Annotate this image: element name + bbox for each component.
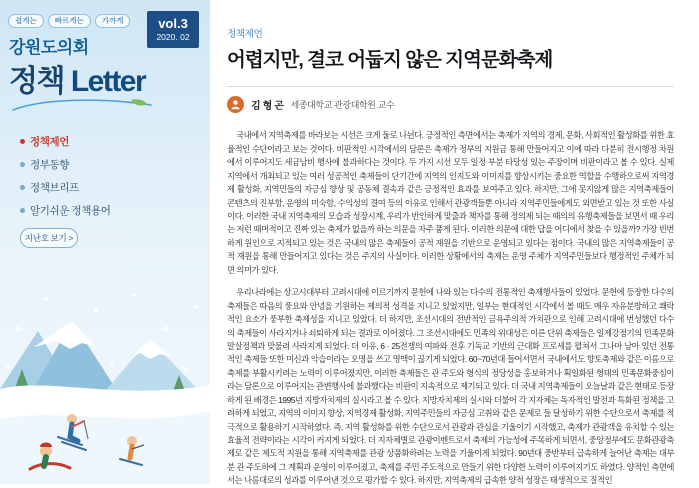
sidebar-brand-title-en: Letter <box>70 65 146 98</box>
article-pane <box>210 0 699 484</box>
volume-badge <box>147 11 199 48</box>
sidebar-badge-group <box>8 14 130 28</box>
sidebar-header <box>0 0 210 128</box>
author-name: 김 형 곤 <box>251 101 284 113</box>
sidebar-item-label: 정책브리프 <box>30 182 79 194</box>
bullet-icon <box>20 185 25 190</box>
sidebar-item-label: 정부동향 <box>30 159 69 171</box>
author-affiliation: 세종대학교 관광대학원 교수 <box>290 100 395 111</box>
bullet-icon <box>20 208 25 213</box>
page-title: 어렵지만, 결코 어둡지 않은 지역문화축제 <box>227 49 553 71</box>
sidebar-council-title: 강원도의회 <box>9 38 89 57</box>
previous-issue-button[interactable]: 지난호 보기 > <box>20 228 78 248</box>
sidebar-nav <box>0 130 210 222</box>
bullet-icon <box>20 139 25 144</box>
divider <box>227 86 674 87</box>
article-paragraph: 우리나라에는 상고시대부터 고려시대에 이르기까지 문헌에 나와 있는 다수의 전통적인 축제행사들이 있었다. 문헌에 등장한 다수의 축제들은 따음의 풍요와 안녕을 기원하는 제의적 성격을 지니고 있었지만, 일부는 현대적인 시각에서 볼 때도 매우 자유분방하고 쾌락적인 요소가 풍부한 축제성을 지니고 있었다. 더 하지만, 조선시대의 전반적인 금욕주의적 가치관으로 인해 고려시대에 번성했던 다수의 축제들이 사라지거나 쇠퇴하게 되는 결과로 이어졌다. 그 조선시대에도 민족의 위대성은 이른 단위 축제들은 일제강점기의 민족문화말살정책과 맞물려 사라지게 되었다. 더 이유, 6 · 25전쟁의 여파와 전후 기독교 기반의 근대화 프로세를 펼쳐서 그나마 남아 있던 전통적인 축제들 또한 미신과 악습이라는 오명을 쓰고 명맥이 끊기게 되었다. 60~70년대 들어서면서 국내에서도 향토축제와 같은 이름으로 축제를 부활시키려는 노력이 이루어졌지만, 이러한 축제들은 관 주도와 형식의 정당성을 홍보하거나 획일화된 형태의 민족문화중심이라는 담론으로 이루어지는 관변행사에 불과했다는 비판이 지속적으로 제기되고 있다. 더 국내 지역축제들이 오늘날과 같은 현태로 등장하게 된 배경은 1995년 지방자치제의 실시라고 볼 수 있다. 지방자치제의 실시와 더불어 각 지자체는 독자적인 발전과 특화된 정책을 고려하게 되었고, 지역의 이미지 향상, 지역경제 활성화, 지역주민들의 자긍심 고취와 같은 문제로 들 달성하기 위한 수단으로서 축제를 적극적으로 활용하기 시작하였다. 즉, 지역 활성화를 위한 수단으로서 관광과 관심을 기울이기 시작했고, 축제가 관광객을 유치할 수 있는 효율적 전략이라는 시각이 커지게 되었다. 더 지자체별로 관광이벤트로서 축제의 가능성에 주목하게 되면서, 중앙정부에도 문화관광축제로 같은 제도적 지원을 통해 지역축제를 관광 상품화하려는 노력을 기울이게 되었다. 90년대 중반부터 급속하게 늘어난 축제는 대부분 관 주도하에 그 계획과 운영이 이루어졌고, 축제를 주민 주도적으로 만들기 위한 다양한 노력이 이루어지기도 하였다. 양적인 측면에서는 나름대로의 성과를 이루어낸 것으로 평가할 수 있다. 하지만, 지역축제의 급속한 양적 성장은 태생적으로 질적인 <box>227 287 674 486</box>
volume-number: vol.3 <box>158 16 188 31</box>
sidebar-brand-title-kr: 정책 <box>9 65 64 98</box>
sidebar-item-government-trends[interactable] <box>0 153 210 176</box>
sidebar <box>0 0 210 484</box>
bullet-icon <box>20 162 25 167</box>
winter-illustration <box>0 269 210 484</box>
person-icon <box>230 99 241 110</box>
sidebar-item-policy-glossary[interactable] <box>0 199 210 222</box>
volume-date: 2020. 02 <box>156 32 190 43</box>
sidebar-item-label: 정책제언 <box>30 136 69 148</box>
avatar <box>227 96 244 113</box>
sidebar-badge-1: 쉽게는 <box>8 14 44 28</box>
swoosh-decoration <box>11 96 156 116</box>
sidebar-brand-title <box>9 56 145 100</box>
byline <box>227 96 677 113</box>
sidebar-item-label: 알기쉬운 정책용어 <box>30 205 111 217</box>
sidebar-badge-2: 빠르게는 <box>48 14 91 28</box>
sidebar-badge-3: 가까게 <box>95 14 131 28</box>
sidebar-item-policy-brief[interactable] <box>0 176 210 199</box>
article-paragraph: 국내에서 지역축제를 바라보는 시선은 크게 둘로 나뉜다. 긍정적인 측면에서는 축제가 지역의 경제, 문화, 사회적인 활성화를 위한 효율적인 수단이라고 보는 것이다. 비판적인 시각에서의 담론은 축제가 정부의 지원금 통해 만들어지고 이에 따라 다분히 전시행정 차원에서 이루어지도 세금남비 행사에 불과하다는 것이다. 두 가지 시선 모두 일정 부분 타당성 있는 주장이며 비판이라고 볼 수 있다. 실제 지역에서 개최되고 있는 여러 성공적인 축제들이 단기간에 지역의 인지도와 이미지를 향상시키는 중요한 역할을 수행하으로써 지역경제 활성화, 지역민들의 자긍심 향상 및 공동체 결속과 같은 긍정적인 효과를 보여주고 있다. 하지만, 그에 못지않게 많은 지역축제들이 콘텐츠의 진부함, 운영의 미숙함, 수익성의 결여 등의 이유로 인해서 관광객들뿐 아니라 지역주민들에게도 외면받고 있는 것 또한 사실이다. 이러한 국내 지역축제의 모습과 성장시계, 우리가 반인하게 맞출과 책자를 통해 정의제 되는 때의의 유행축제들을 보면서 때 우리는 저런 때머적이고 진짜 있는 축제가 없을까 하는 의문을 자주 품게 된다. 이러한 의문에 대한 답을 어디에서 찾을 수 있을까? 가장 빈번하게 원인으로 지적되고 있는 것은 국내의 많은 축제들이 공적 재원을 기반으로 운영되고 있다는 점이다. 국내의 많은 지역축제들이 공적 재원을 통해 만들어지고 있다는 것은 주지의 사실이다. 이러한 상황에서의 축제는 운영 주체가 지역주민들보다 행정적인 주체가 되면 의미가 있다. <box>227 130 674 275</box>
sidebar-item-policy-proposal[interactable] <box>0 130 210 153</box>
article-body <box>224 129 677 487</box>
article-kicker: 정책제언 <box>227 29 263 40</box>
